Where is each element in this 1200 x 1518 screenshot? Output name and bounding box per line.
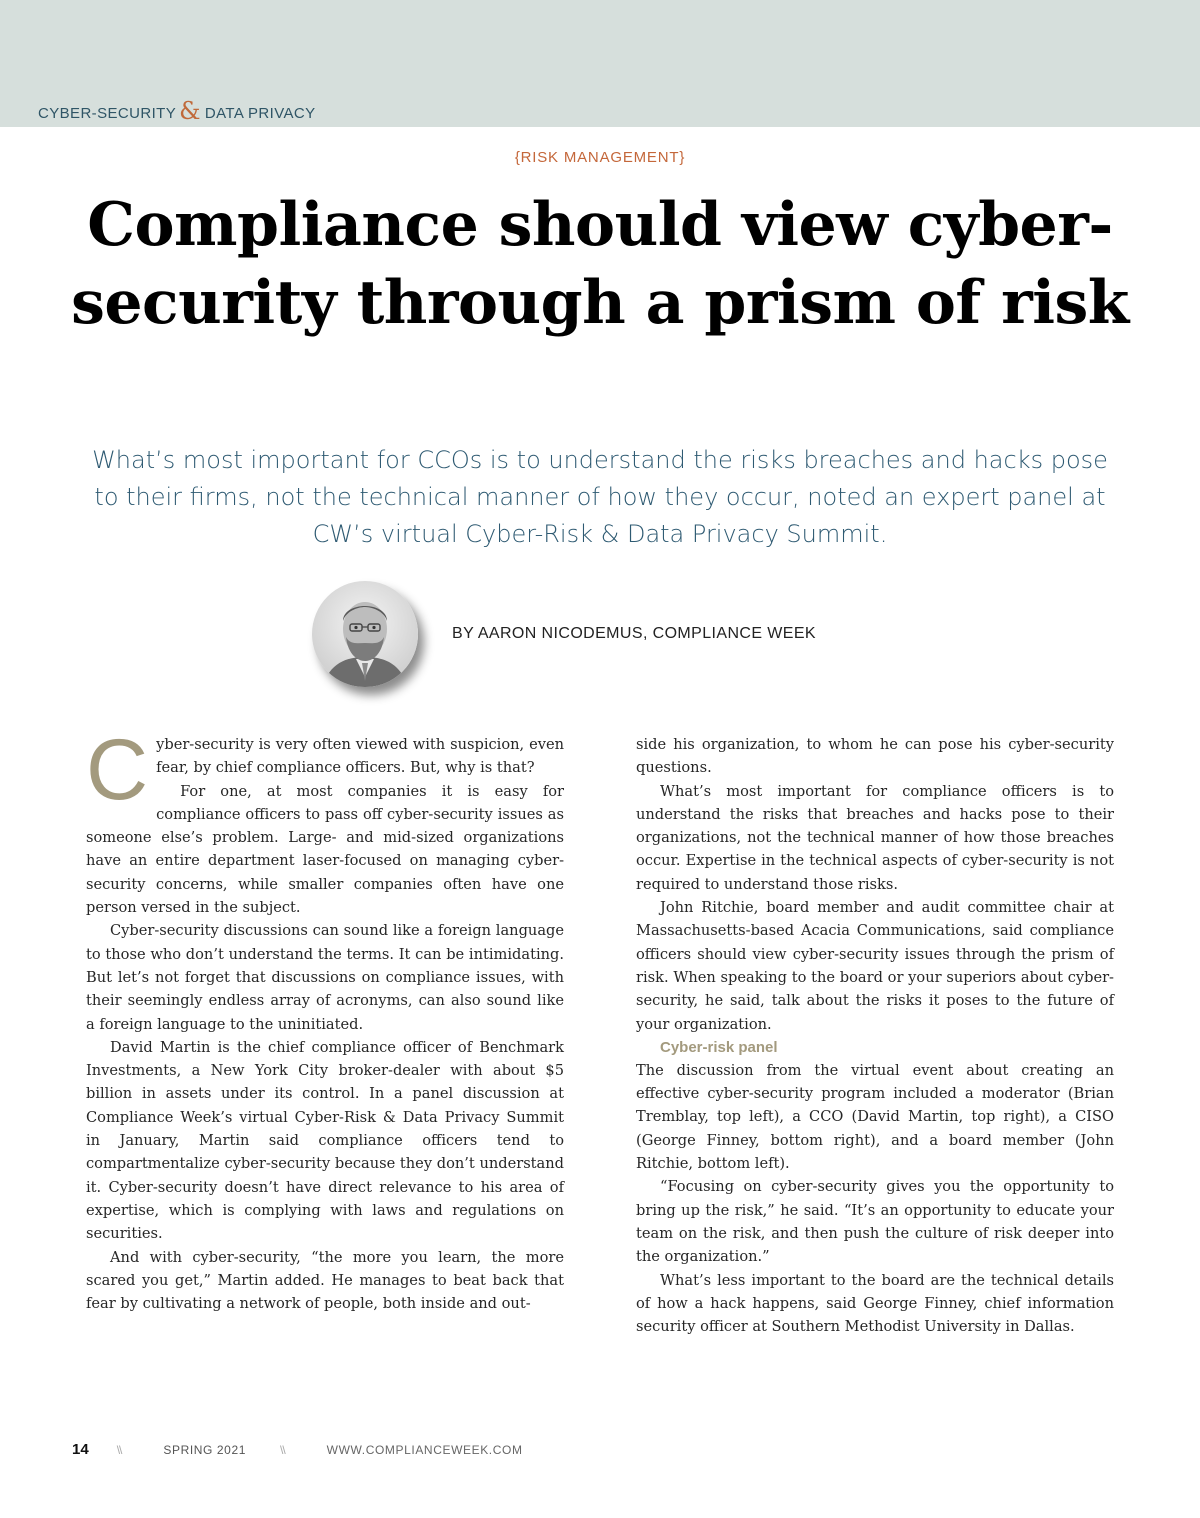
article-paragraph: What’s less important to the board are the technical details of how a hack happens, said George Finney, chief information security officer at Southern Methodist University in Dallas. [636, 1271, 1114, 1336]
paragraph-text: yber-security is very often viewed with suspicion, even fear, by chief compliance officers. But, why is that? [156, 736, 564, 777]
drop-cap: C [86, 722, 149, 818]
body-column-left [86, 722, 564, 1315]
issue-date: SPRING 2021 [163, 1443, 246, 1457]
article-paragraph: What’s most important for compliance officers is to understand the risks that breaches and hacks pose to their organizations, not the technical manner of how those breaches occur. Expertise in the technical aspects of cyber-security is not required to understand those risks. [636, 782, 1114, 893]
section-label-right: DATA PRIVACY [204, 105, 316, 122]
section-label-left: CYBER-SECURITY [38, 105, 177, 122]
page-number: 14 [72, 1441, 89, 1458]
article-paragraph: Cyber-security discussions can sound like a foreign language to those who don’t understand the terms. It can be intimidating. But let’s not forget that discussions on compliance issues, with their seemingly endless array of acronyms, can also sound like a foreign language to the uninitiated. [86, 922, 564, 1033]
section-subhead: Cyber-risk panel [660, 1038, 778, 1056]
page-footer [72, 1441, 523, 1458]
author-portrait-image [312, 581, 418, 687]
article-kicker: {RISK MANAGEMENT} [514, 149, 686, 166]
article-headline: Compliance should view cyber-security through a prism of risk [71, 190, 1129, 338]
body-column-right [636, 733, 1114, 1338]
site-url: WWW.COMPLIANCEWEEK.COM [326, 1443, 523, 1457]
article-paragraph: And with cyber-security, “the more you learn, the more scared you get,” Martin added. He manages to beat back that fear by cultivating a network of people, both inside and out- [86, 1248, 564, 1313]
article-paragraph: The discussion from the virtual event about creating an effective cyber-security program included a moderator (Brian Tremblay, top left), a CCO (David Martin, top right), a CISO (George Finney, bottom right), and a board member (John Ritchie, bottom left). [636, 1061, 1114, 1173]
byline: BY AARON NICODEMUS, COMPLIANCE WEEK [452, 625, 816, 642]
footer-separator: \\ [280, 1443, 285, 1457]
article-paragraph: side his organization, to whom he can pose his cyber-security questions. [636, 736, 1114, 777]
author-photo [312, 581, 418, 687]
article-paragraph: David Martin is the chief compliance officer of Benchmark Investments, a New York City broker-dealer with about $5 billion in assets under its control. In a panel discussion at Compliance Week’s virtual Cyber-Risk & Data Privacy Summit in January, Martin said compliance officers tend to compartmentalize cyber-security because they don’t understand it. Cyber-security doesn’t have direct relevance to his area of expertise, which is complying with laws and regulations on securities. [86, 1038, 564, 1243]
article-paragraph: “Focusing on cyber-security gives you the opportunity to bring up the risk,” he said. “It’s an opportunity to educate your team on the risk, and then push the culture of risk deeper into the organization.” [636, 1178, 1114, 1266]
footer-separator: \\ [116, 1443, 122, 1457]
section-label [38, 96, 316, 124]
section-ampersand: & [179, 97, 201, 125]
article-paragraph [86, 722, 564, 818]
article-paragraph: For one, at most companies it is easy for compliance officers to pass off cyber-security issues as someone else’s problem. Large- and mid-sized organizations have an entire department laser-focused on managing cyber-security concerns, while smaller companies often have one person versed in the subject. [86, 782, 564, 917]
article-dek: What’s most important for CCOs is to understand the risks breaches and hacks pose to their firms, not the technical manner of how they occur, noted an expert panel at CW’s virtual Cyber-Risk & Data Privacy Summit. [92, 446, 1108, 548]
article-paragraph: John Ritchie, board member and audit committee chair at Massachusetts-based Acacia Communications, said compliance officers should view cyber-security issues through the prism of risk. When speaking to the board or your superiors about cyber-security, he said, talk about the risks it poses to the future of your organization. [636, 899, 1114, 1033]
